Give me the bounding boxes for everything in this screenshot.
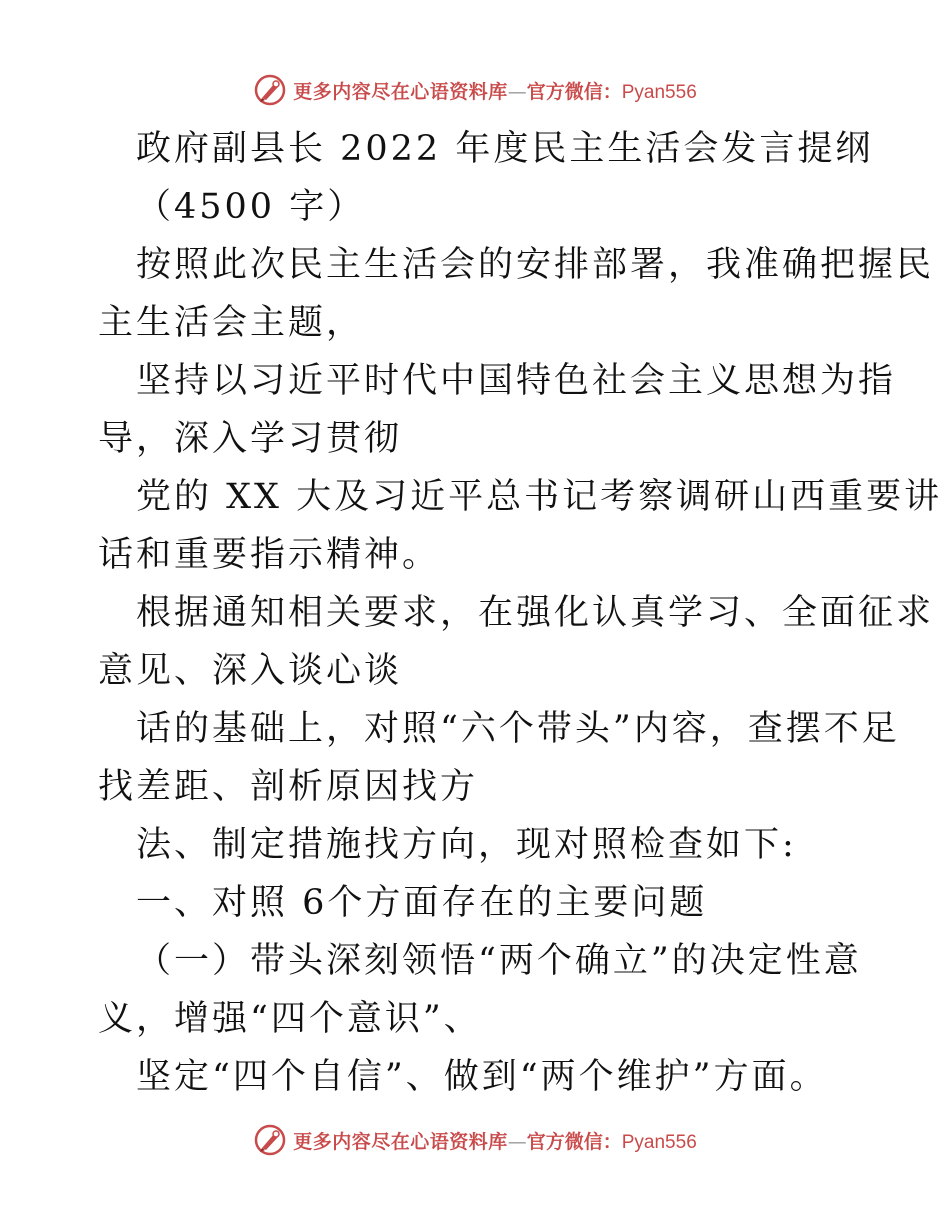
pen-logo-icon (253, 73, 287, 107)
watermark-separator: — (507, 80, 527, 103)
text-line: 话的基础上，对照“六个带头”内容，查摆不足 (136, 709, 900, 749)
text-line: 话和重要指示精神。 (98, 535, 441, 575)
watermark-text (293, 1127, 697, 1154)
text-line: 坚持以习近平时代中国特色社会主义思想为指 (136, 361, 897, 401)
footer-watermark (0, 1120, 950, 1160)
text-line: 一、对照 6个方面存在的主要问题 (136, 883, 708, 923)
text-line: 找差距、剖析原因找方 (98, 767, 479, 807)
watermark-account: Pyan556 (621, 81, 697, 103)
text-line: 义，增强“四个意识”、 (98, 999, 482, 1039)
pen-logo-icon (253, 1123, 287, 1157)
watermark-account: Pyan556 (621, 1131, 697, 1153)
watermark-text (293, 77, 697, 104)
text-line: 法、制定措施找方向，现对照检查如下: (136, 825, 797, 865)
watermark-label: 官方微信： (526, 80, 622, 103)
text-line: 主生活会主题， (98, 303, 365, 343)
text-line: 导，深入学习贯彻 (98, 419, 403, 459)
text-line: （一）带头深刻领悟“两个确立”的决定性意 (136, 941, 862, 981)
text-line: （4500 字） (136, 187, 366, 227)
watermark-slogan: 更多内容尽在心语资料库 (293, 1130, 508, 1153)
text-line: 坚定“四个自信”、做到“两个维护”方面。 (136, 1057, 828, 1097)
text-line: 根据通知相关要求，在强化认真学习、全面征求 (136, 593, 935, 633)
document-title: 政府副县长 2022 年度民主生活会发言提纲 (136, 129, 874, 169)
watermark-separator: — (507, 1130, 527, 1153)
document-body (98, 120, 943, 1106)
text-line: 党的 XX 大及习近平总书记考察调研山西重要讲 (136, 477, 943, 517)
header-watermark (0, 70, 950, 110)
watermark-slogan: 更多内容尽在心语资料库 (293, 80, 508, 103)
watermark-label: 官方微信： (526, 1130, 622, 1153)
text-line: 按照此次民主生活会的安排部署，我准确把握民 (136, 245, 935, 285)
text-line: 意见、深入谈心谈 (98, 651, 403, 691)
